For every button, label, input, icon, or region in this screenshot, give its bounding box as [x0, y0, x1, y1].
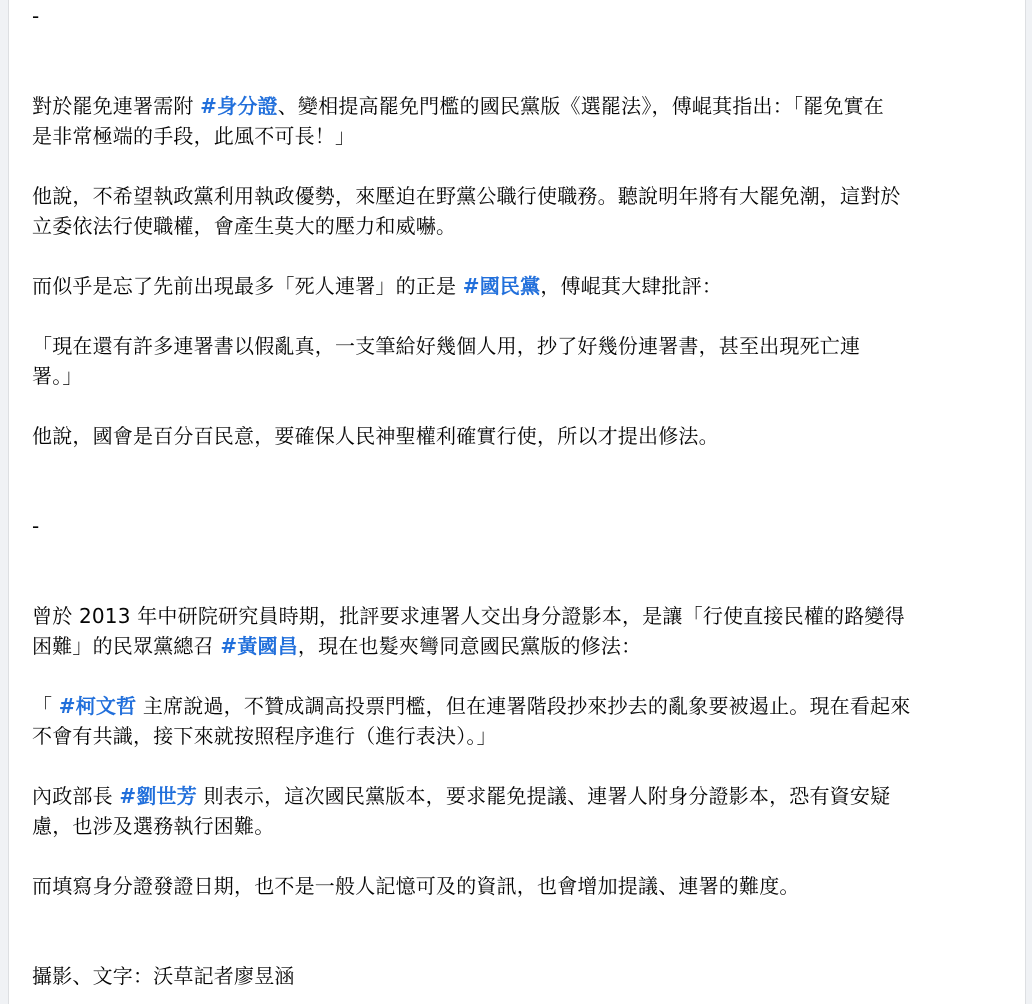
post-text: ，傅崐萁大肆批評：	[540, 274, 723, 298]
hashtag-link[interactable]: #黃國昌	[220, 634, 298, 658]
post-card	[8, 0, 1026, 1004]
post-text: 則表示，這次國民黨版本，要求罷免提議、連署人附身分證影本，恐有資安疑	[196, 784, 891, 808]
post-text: 、變相提高罷免門檻的國民黨版《選罷法》，傅崐萁指出：「罷免實在	[277, 94, 884, 118]
post-text: 「	[32, 694, 59, 718]
post-text: 對於罷免連署需附	[32, 94, 201, 118]
post-text-line	[32, 631, 641, 661]
post-text-line	[32, 721, 497, 751]
post-text: ，現在也髮夾彎同意國民黨版的修法：	[297, 634, 642, 658]
post-text-line	[32, 811, 274, 841]
post-text: 主席說過，不贊成調高投票門檻，但在連署階段抄來抄去的亂象要被遏止。現在看起來	[136, 694, 911, 718]
post-text: 他說，國會是百分百民意，要確保人民神聖權利確實行使，所以才提出修法。	[32, 424, 719, 448]
post-text: 曾於 2013 年中研院研究員時期，批評要求連署人交出身分證影本，是讓「行使直接民權的路變得	[32, 604, 905, 628]
post-text: 不會有共識，接下來就按照程序進行（進行表決）。」	[32, 724, 497, 748]
post-text-line	[32, 691, 911, 721]
post-text: 內政部長	[32, 784, 120, 808]
post-text-line	[32, 331, 860, 361]
post-text-line	[32, 91, 884, 121]
post-text: 署。」	[32, 364, 83, 388]
post-text: 而似乎是忘了先前出現最多「死人連署」的正是	[32, 274, 463, 298]
post-text: 而填寫身分證發證日期，也不是一般人記憶可及的資訊，也會增加提議、連署的難度。	[32, 874, 800, 898]
post-text-line	[32, 1, 39, 31]
post-text-line	[32, 781, 890, 811]
post-text: 立委依法行使職權，會產生莫大的壓力和威嚇。	[32, 214, 457, 238]
post-text: 困難」的民眾黨總召	[32, 634, 221, 658]
hashtag-link[interactable]: #身分證	[200, 94, 278, 118]
hashtag-link[interactable]: #柯文哲	[58, 694, 137, 718]
post-text-line	[32, 271, 722, 301]
post-text-line	[32, 871, 800, 901]
post-text-line	[32, 181, 901, 211]
post-text: 他說，不希望執政黨利用執政優勢，來壓迫在野黨公職行使職務。聽說明年將有大罷免潮，這對於	[32, 184, 901, 208]
post-text-line	[32, 961, 295, 991]
post-text: 是非常極端的手段，此風不可長！」	[32, 124, 356, 148]
post-text: 慮，也涉及選務執行困難。	[32, 814, 275, 838]
hashtag-link[interactable]: #國民黨	[462, 274, 541, 298]
post-text: -	[32, 514, 40, 538]
post-text: 「現在還有許多連署書以假亂真，一支筆給好幾個人用，抄了好幾份連署書，甚至出現死亡連	[32, 334, 861, 358]
post-text-line	[32, 601, 905, 631]
post-text-line	[32, 121, 355, 151]
hashtag-link[interactable]: #劉世芳	[119, 784, 197, 808]
post-text-line	[32, 211, 456, 241]
post-text: 攝影、文字：沃草記者廖昱涵	[32, 964, 295, 988]
post-text: -	[32, 4, 40, 28]
post-text-line	[32, 511, 39, 541]
post-text-line	[32, 421, 719, 451]
post-text-line	[32, 361, 83, 391]
